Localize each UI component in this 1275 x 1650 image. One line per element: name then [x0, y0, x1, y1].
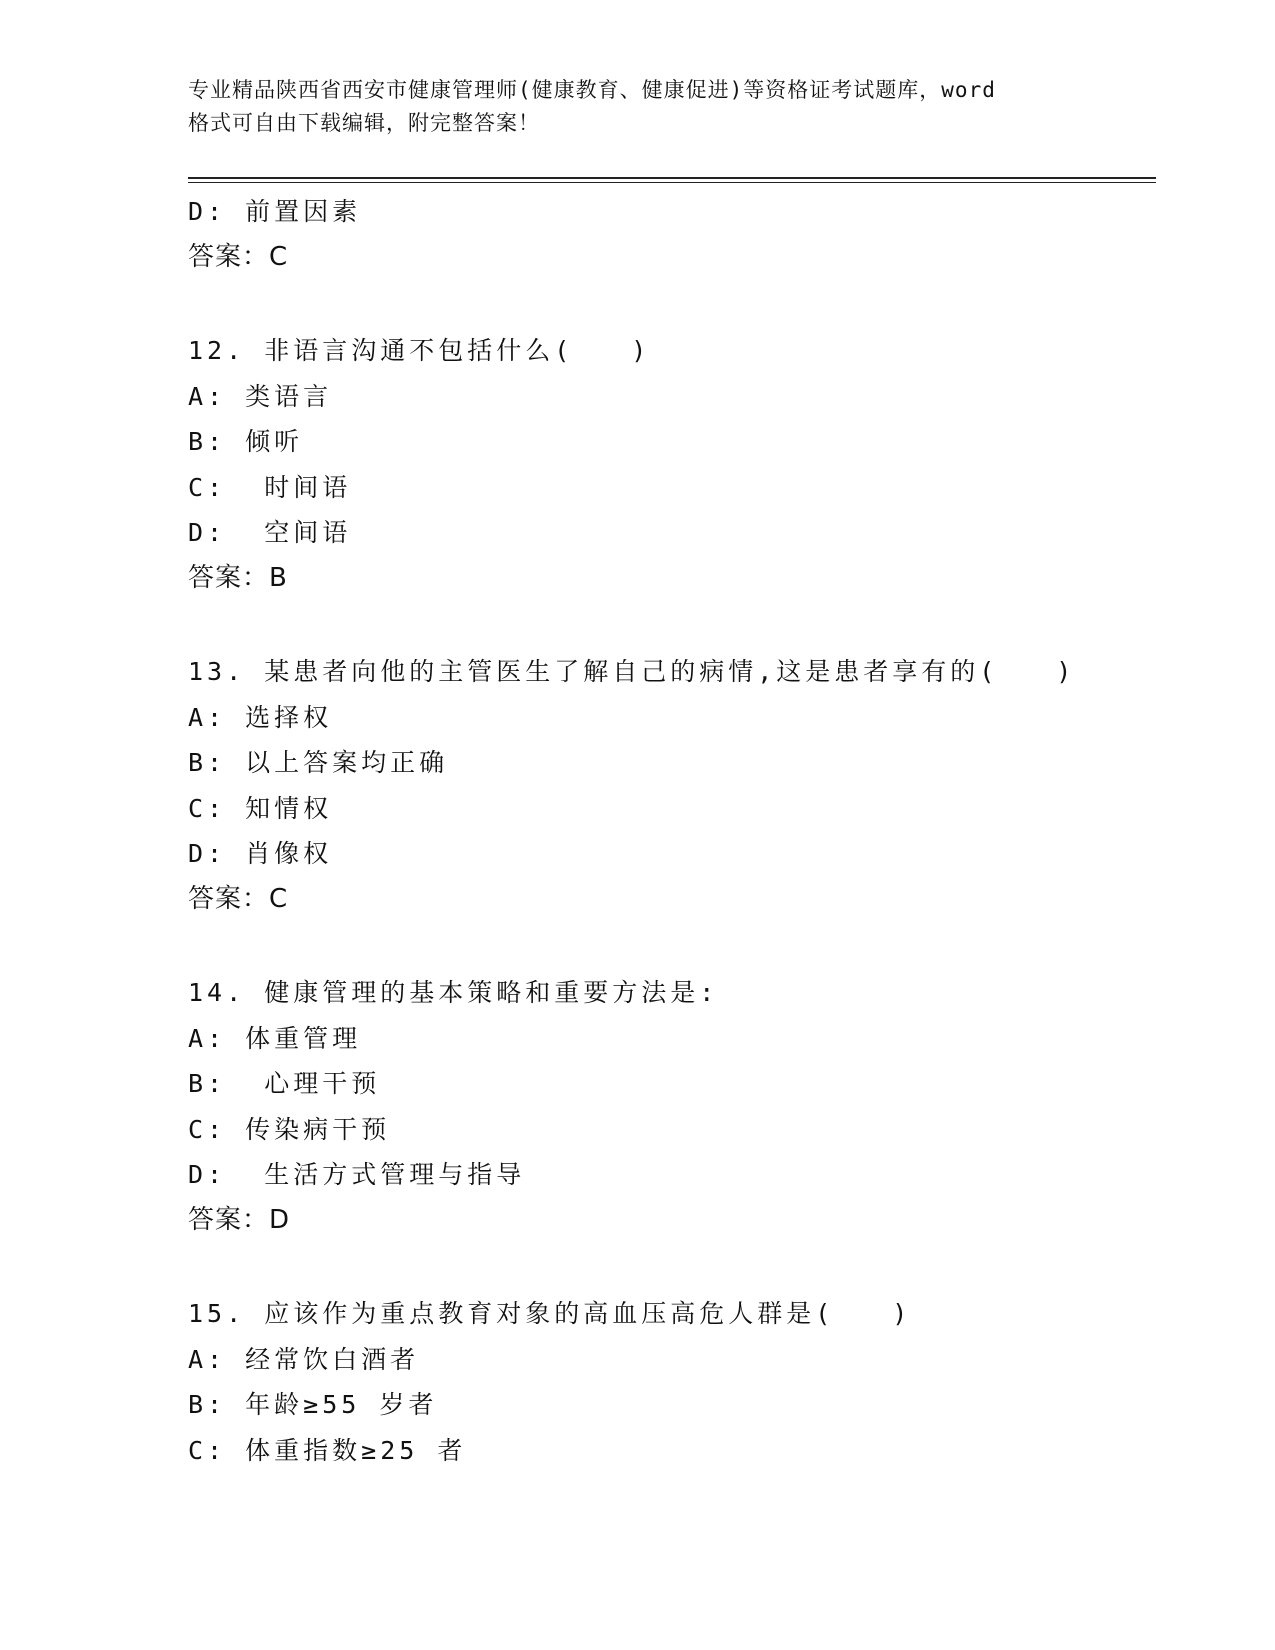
option-c: C: 传染病干预 [188, 1114, 391, 1144]
option-c: C: 时间语 [188, 472, 352, 502]
answer-label: 答案：D [188, 1204, 291, 1235]
option-a: A: 选择权 [188, 702, 333, 732]
answer-label: 答案：B [188, 562, 288, 593]
question-block-12 [188, 326, 1156, 601]
question-block-14 [188, 968, 1156, 1243]
document-header [188, 74, 1088, 140]
question-spacer [188, 601, 1156, 647]
question-block-13 [188, 647, 1156, 922]
question-spacer [188, 1243, 1156, 1289]
header-line-2: 格式可自由下载编辑，附完整答案！ [188, 111, 540, 135]
question-text: 13. 某患者向他的主管医生了解自己的病情,这是患者享有的( ) [188, 657, 1076, 686]
question-text: 12. 非语言沟通不包括什么( ) [188, 336, 651, 365]
option-a: A: 经常饮白酒者 [188, 1344, 420, 1374]
question-list [188, 189, 1156, 1473]
option-d: D: 前置因素 [188, 197, 362, 226]
option-d: D: 空间语 [188, 518, 352, 547]
answer-label: 答案：C [188, 883, 289, 914]
header-divider-thick [188, 177, 1156, 179]
question-spacer [188, 280, 1156, 326]
option-a: A: 体重管理 [188, 1023, 362, 1053]
option-c: C: 知情权 [188, 793, 333, 823]
option-b: B: 倾听 [188, 427, 304, 456]
option-b: B: 心理干预 [188, 1069, 381, 1098]
option-b: B: 以上答案均正确 [188, 748, 449, 777]
option-d: D: 生活方式管理与指导 [188, 1160, 526, 1189]
question-spacer [188, 922, 1156, 968]
header-line-1: 专业精品陕西省西安市健康管理师(健康教育、健康促进)等资格证考试题库，word [188, 78, 996, 102]
question-block-11 [188, 189, 1156, 280]
question-block-15 [188, 1289, 1156, 1473]
answer-label: 答案：C [188, 241, 289, 272]
option-b: B: 年龄≥55 岁者 [188, 1390, 438, 1419]
option-a: A: 类语言 [188, 381, 333, 411]
option-c: C: 体重指数≥25 者 [188, 1435, 467, 1465]
question-text: 14. 健康管理的基本策略和重要方法是: [188, 978, 719, 1007]
question-text: 15. 应该作为重点教育对象的高血压高危人群是( ) [188, 1299, 912, 1328]
option-d: D: 肖像权 [188, 839, 333, 868]
header-divider-thin [188, 182, 1156, 183]
